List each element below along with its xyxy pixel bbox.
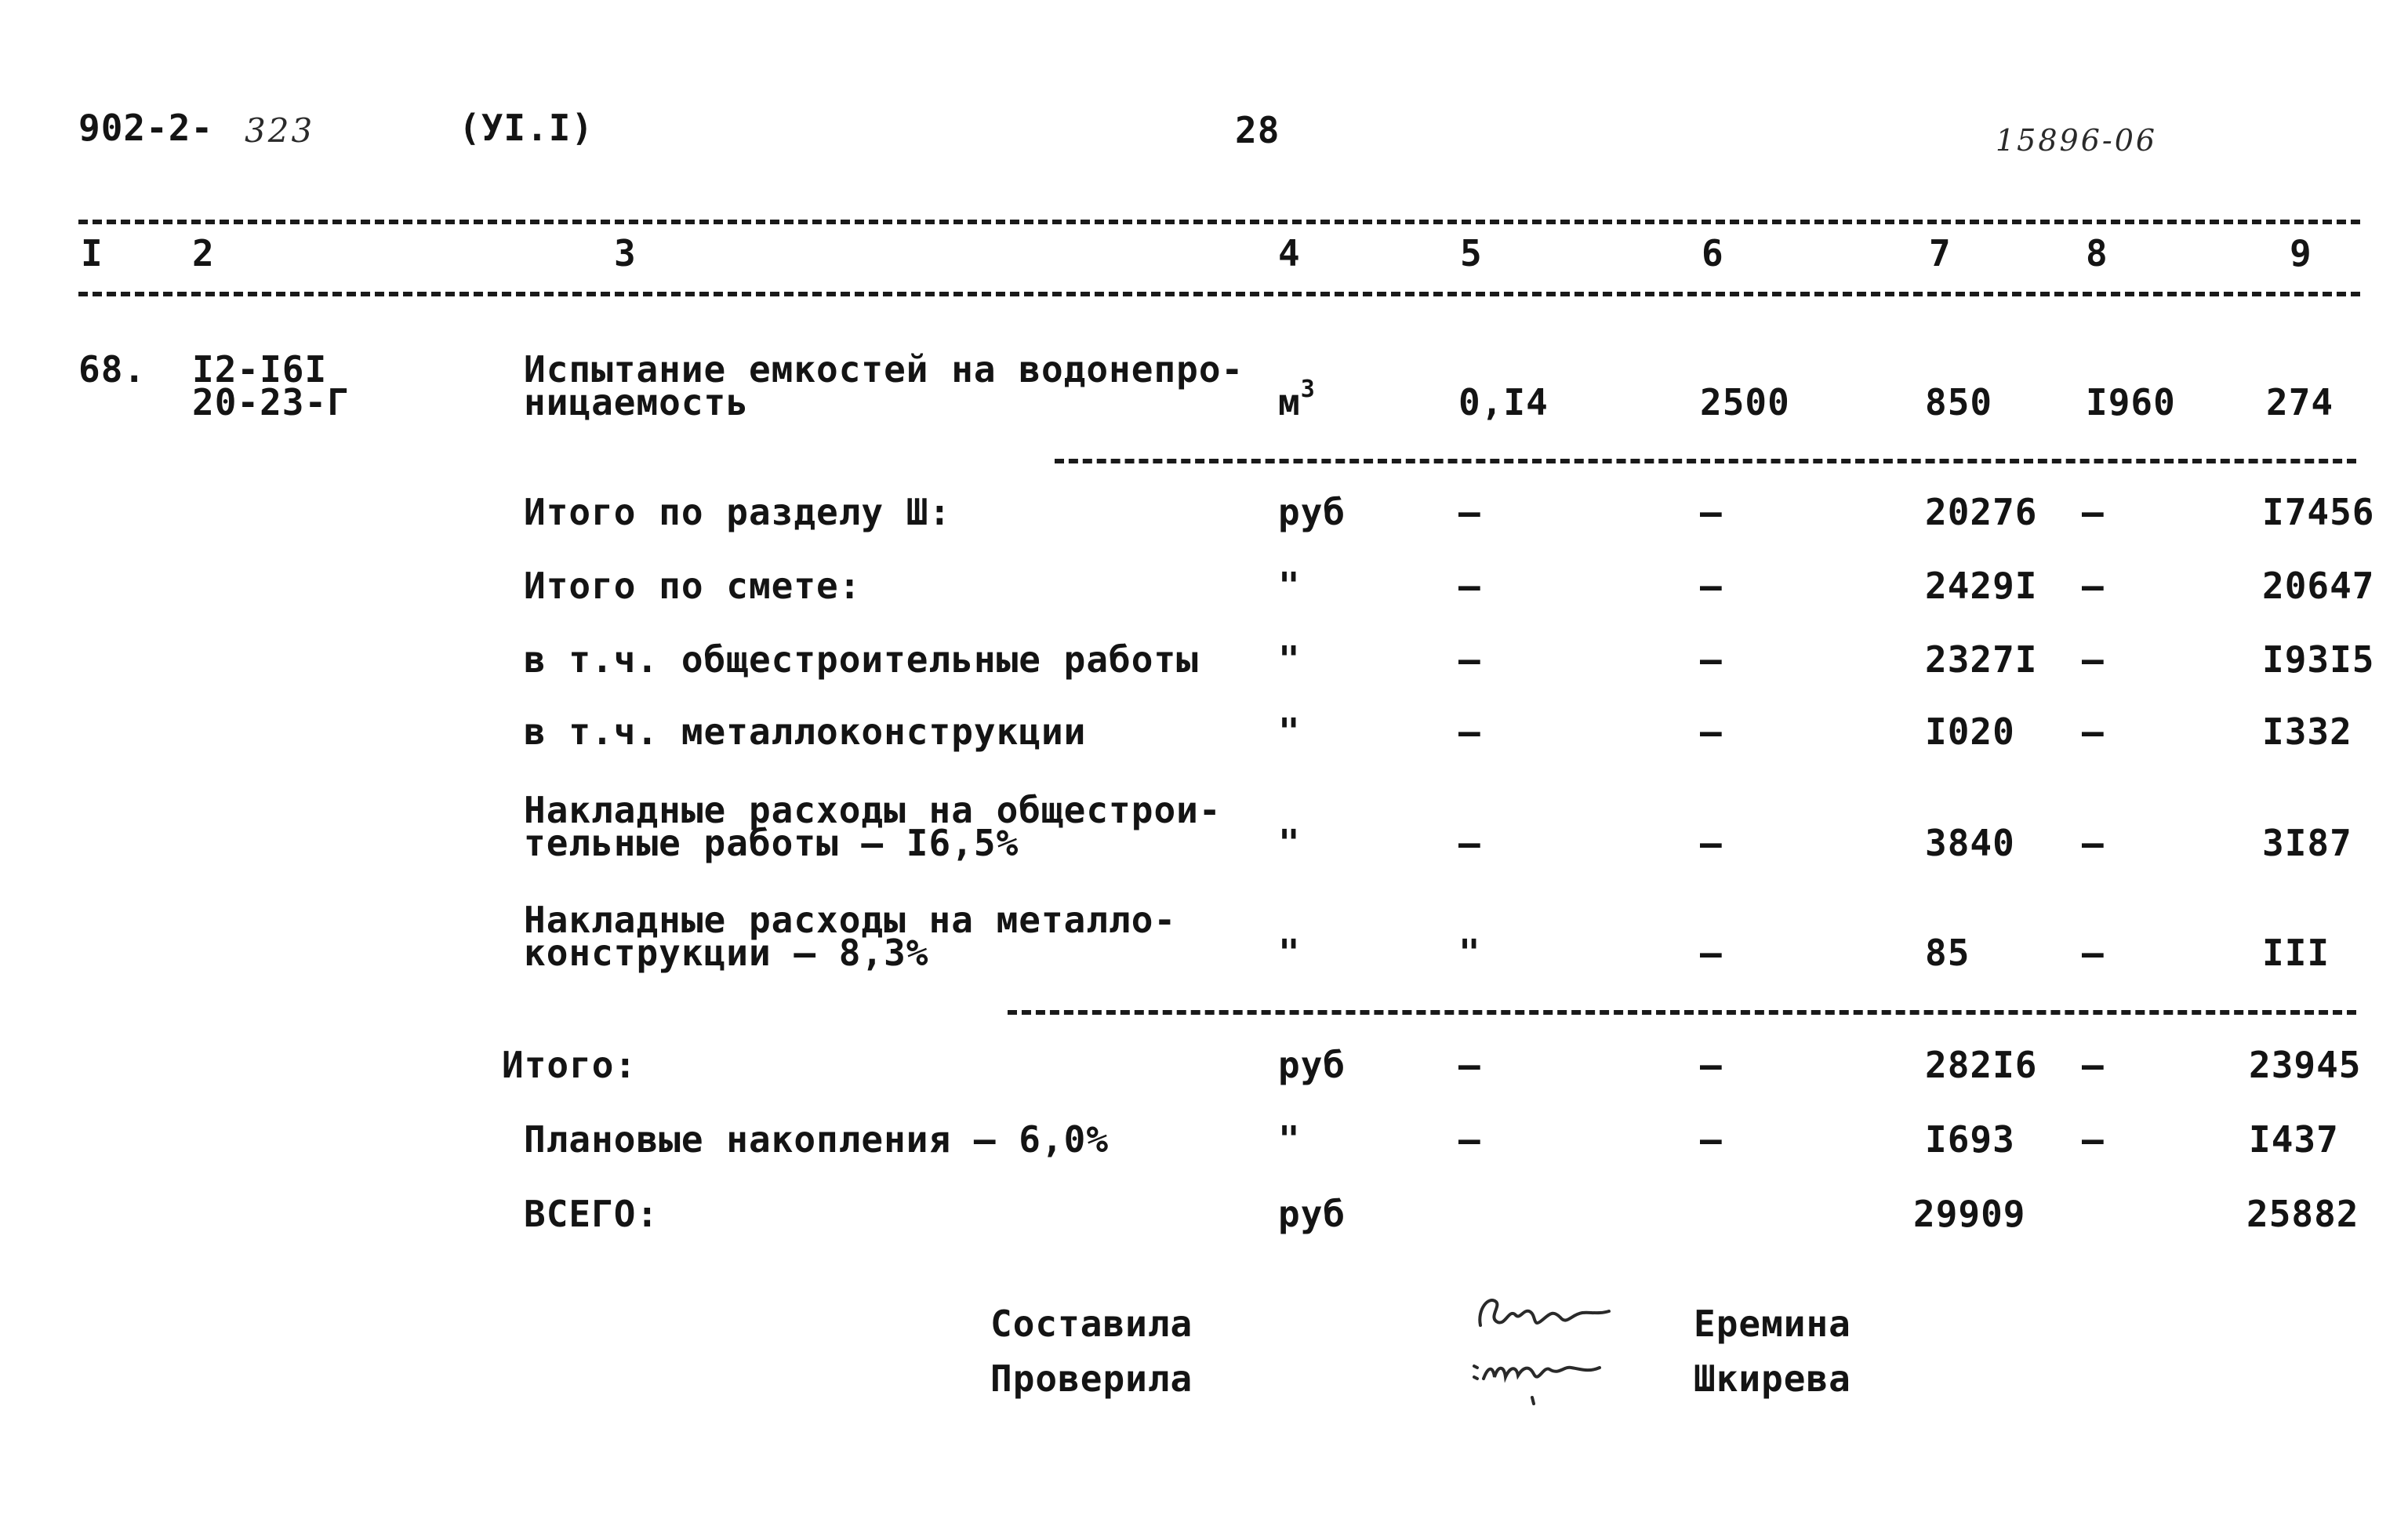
grand-total-unit: руб xyxy=(1278,1193,1346,1235)
col-header-3: 3 xyxy=(614,232,637,274)
summary-col9: I332 xyxy=(2262,710,2352,753)
summary-col5: – xyxy=(1458,822,1481,864)
planned-savings-col9: I437 xyxy=(2249,1118,2339,1161)
doc-code: 902-2- xyxy=(78,107,214,149)
summary-col7: 3840 xyxy=(1925,822,2015,864)
summary-label: в т.ч. общестроительные работы xyxy=(524,638,1199,681)
summary-col8: – xyxy=(2082,638,2105,681)
summary-col7: 2327I xyxy=(1925,638,2038,681)
col-header-8: 8 xyxy=(2086,232,2108,274)
planned-savings-col6: – xyxy=(1700,1118,1723,1161)
summary-label: в т.ч. металлоконструкции xyxy=(524,710,1087,753)
summary-col5: " xyxy=(1458,932,1481,974)
summary-col8: – xyxy=(2082,565,2105,607)
summary-col7: 2429I xyxy=(1925,565,2038,607)
total-col7: 282I6 xyxy=(1925,1044,2038,1086)
summary-col6: – xyxy=(1700,822,1723,864)
summary-label-line1: Накладные расходы на металло- xyxy=(524,899,1177,941)
grand-total-label: ВСЕГО: xyxy=(524,1193,659,1235)
total-label: Итого: xyxy=(502,1044,637,1086)
compiled-by-label: Составила xyxy=(990,1303,1193,1345)
total-col9: 23945 xyxy=(2249,1044,2362,1086)
col-header-5: 5 xyxy=(1460,232,1483,274)
planned-savings-label: Плановые накопления – 6,0% xyxy=(524,1118,1110,1161)
row-68-col5: 0,I4 xyxy=(1458,381,1549,423)
row-68-name-line2: ницаемость xyxy=(524,381,749,423)
checked-signature xyxy=(1466,1343,1615,1413)
row-68-code-line2: 20-23-Г xyxy=(192,381,350,423)
header-top-rule xyxy=(78,220,2360,224)
summary-col7: 20276 xyxy=(1925,491,2038,533)
row-68-col7: 850 xyxy=(1925,381,1993,423)
col-header-6: 6 xyxy=(1702,232,1724,274)
summary-col7: 85 xyxy=(1925,932,1970,974)
summary-label-line1: Накладные расходы на общестрои- xyxy=(524,789,1222,831)
planned-savings-col5: – xyxy=(1458,1118,1481,1161)
total-col6: – xyxy=(1700,1044,1723,1086)
summary-unit: " xyxy=(1278,565,1301,607)
doc-code-handwritten: 323 xyxy=(245,111,315,150)
col-header-7: 7 xyxy=(1929,232,1952,274)
summary-unit: " xyxy=(1278,822,1301,864)
album-number: (УI.I) xyxy=(459,107,594,149)
summary-unit: " xyxy=(1278,710,1301,753)
summary-col6: – xyxy=(1700,932,1723,974)
summary-col6: – xyxy=(1700,710,1723,753)
row-68-number: 68. xyxy=(78,348,147,391)
summary-col5: – xyxy=(1458,565,1481,607)
grand-total-col9: 25882 xyxy=(2246,1193,2359,1235)
summary-col8: – xyxy=(2082,932,2105,974)
summary-col6: – xyxy=(1700,565,1723,607)
summary-col8: – xyxy=(2082,822,2105,864)
header-bottom-rule xyxy=(78,292,2360,296)
compiled-signature xyxy=(1474,1286,1615,1341)
summary-label-line2: тельные работы – I6,5% xyxy=(524,822,1019,864)
row-68-col9: 274 xyxy=(2266,381,2334,423)
row-68-unit: $м^3$ xyxy=(1278,376,1316,423)
summary-col9: 20647 xyxy=(2262,565,2375,607)
total-col5: – xyxy=(1458,1044,1481,1086)
row-68-name-line1: Испытание емкостей на водонепро- xyxy=(524,348,1244,391)
planned-savings-unit: " xyxy=(1278,1118,1301,1161)
col-header-4: 4 xyxy=(1278,232,1301,274)
summary-col9: I7456 xyxy=(2262,491,2375,533)
summary-col5: – xyxy=(1458,491,1481,533)
summary-col8: – xyxy=(2082,491,2105,533)
col-header-1: I xyxy=(81,232,104,274)
summary-col5: – xyxy=(1458,710,1481,753)
summary-col7: I020 xyxy=(1925,710,2015,753)
col-header-9: 9 xyxy=(2290,232,2312,274)
planned-savings-col7: I693 xyxy=(1925,1118,2015,1161)
row-68-col6: 2500 xyxy=(1700,381,1790,423)
summary-label: Итого по смете: xyxy=(524,565,862,607)
summary-col5: – xyxy=(1458,638,1481,681)
row-68-code-line1: I2-I6I xyxy=(192,348,328,391)
row-68-subtotal-rule xyxy=(1055,459,2356,463)
row-68-col8: I960 xyxy=(2086,381,2176,423)
page-number: 28 xyxy=(1235,109,1280,151)
grand-total-col7: 29909 xyxy=(1913,1193,2026,1235)
summary-col8: – xyxy=(2082,710,2105,753)
col-header-2: 2 xyxy=(192,232,215,274)
summary-unit: " xyxy=(1278,638,1301,681)
summary-col9: 3I87 xyxy=(2262,822,2352,864)
totals-rule xyxy=(1008,1010,2356,1015)
checked-by-label: Проверила xyxy=(990,1357,1193,1400)
summary-label-line2: конструкции – 8,3% xyxy=(524,932,929,974)
total-unit: руб xyxy=(1278,1044,1346,1086)
compiled-by-name: Еремина xyxy=(1694,1303,1851,1345)
inventory-number-handwritten: 15896-06 xyxy=(1996,123,2158,158)
summary-col9: III xyxy=(2262,932,2330,974)
summary-col9: I93I5 xyxy=(2262,638,2375,681)
total-col8: – xyxy=(2082,1044,2105,1086)
summary-col6: – xyxy=(1700,491,1723,533)
summary-col6: – xyxy=(1700,638,1723,681)
summary-unit: " xyxy=(1278,932,1301,974)
summary-unit: руб xyxy=(1278,491,1346,533)
checked-by-name: Шкирева xyxy=(1694,1357,1851,1400)
summary-label: Итого по разделу Ш: xyxy=(524,491,952,533)
planned-savings-col8: – xyxy=(2082,1118,2105,1161)
